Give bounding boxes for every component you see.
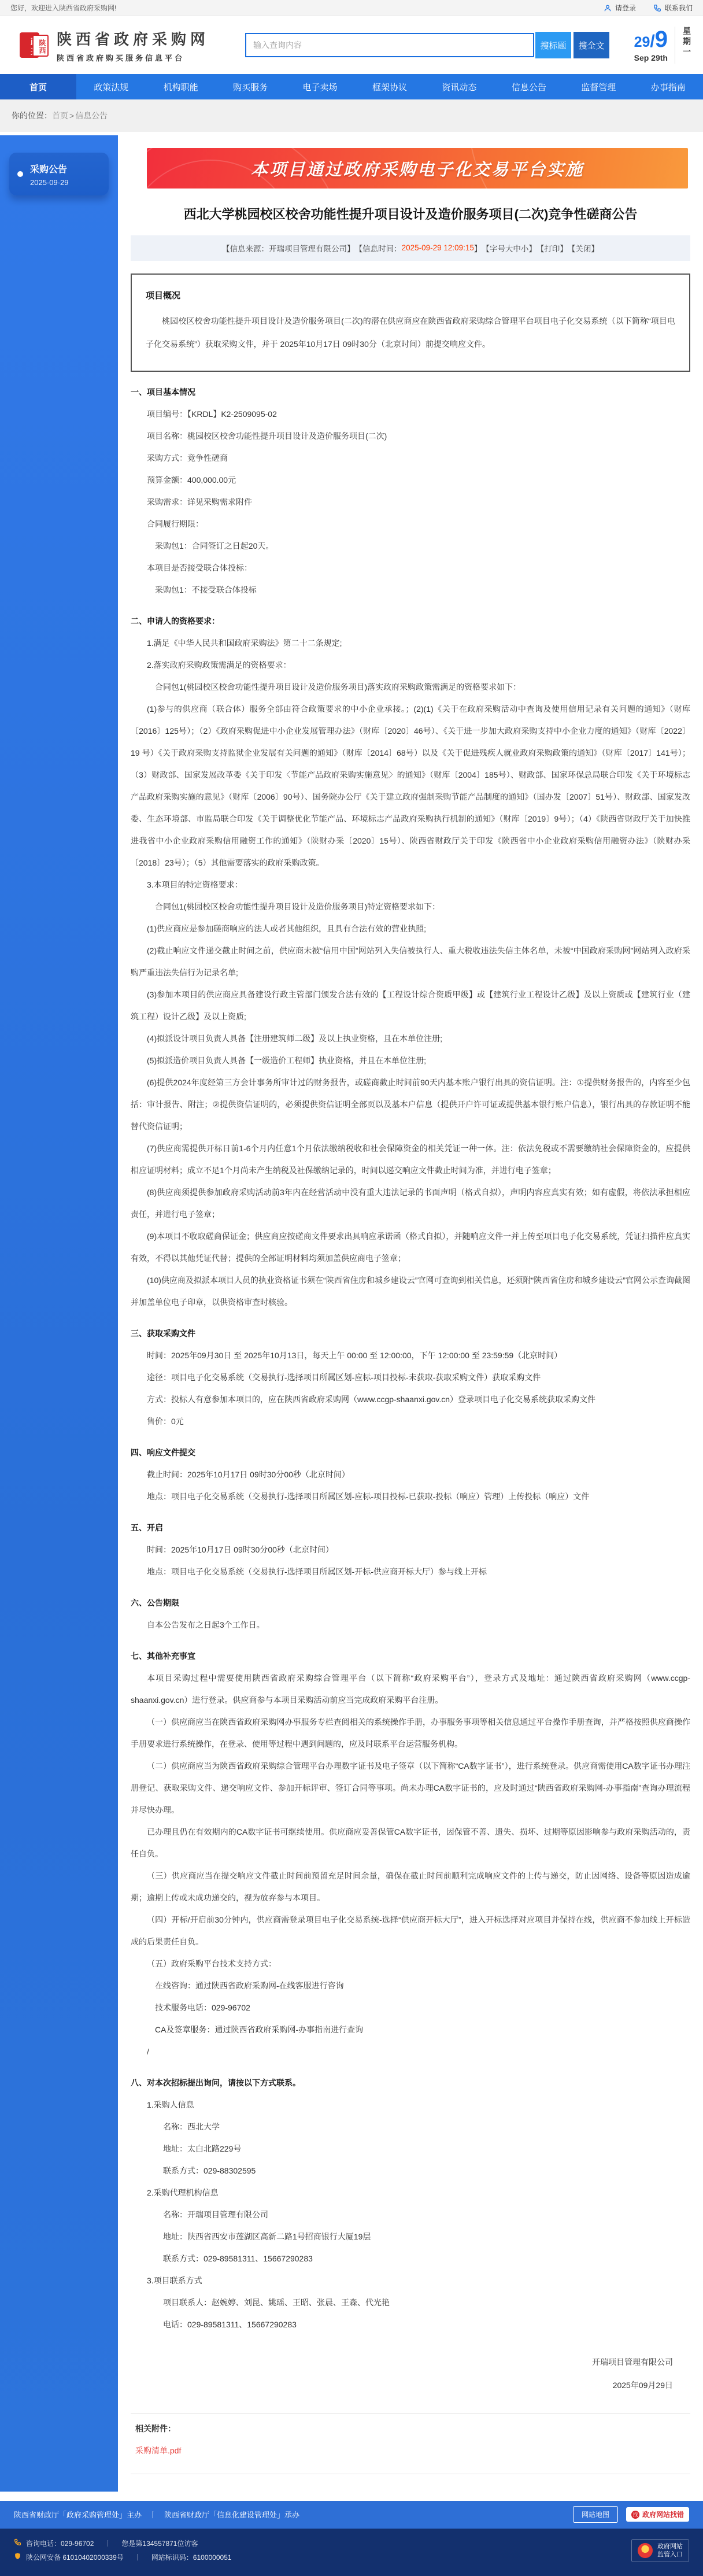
article-paragraph: 四、响应文件提交 (131, 1447, 195, 1457)
article-paragraph: 二、申请人的资格要求： (131, 616, 220, 626)
footer-host-text: 陕西省财政厅「政府采购管理处」主办 丨 陕西省财政厅「信息化建设管理处」承办 (14, 2511, 300, 2520)
article-paragraph: 八、对本次招标提出询问，请按以下方式联系。 (131, 2078, 301, 2087)
page-title: 西北大学桃园校区校舍功能性提升项目设计及造价服务项目(二次)竞争性磋商公告 (183, 207, 638, 221)
article-paragraph: （四）开标/开启前30分钟内，供应商需登录项目电子化交易系统-选择“供应商开标大厅”，进入开标选择对应项目并保持在线，供应商不参加线上开标造成的后果责任自负。 (131, 1915, 690, 1946)
article-paragraph: (5)拟派造价项目负责人具备【一级造价工程师】执业资格，并且在本单位注册; (147, 1055, 426, 1065)
article-paragraph: (9)本项目不收取磋商保证金；供应商应按磋商文件要求出具响应承诺函（格式自拟），并随响应文件一并上传至项目电子化交易系统，凭证扫描件应真实有效，不得以其他凭证代替；提供的全部证明材料均须加盖供应商电子签章； (131, 1231, 690, 1263)
article-paragraph: 1.满足《中华人民共和国政府采购法》第二十二条规定; (147, 638, 342, 648)
article-paragraph: (2)截止响应文件递交截止时间之前，供应商未被“信用中国”网站列入失信被执行人、重大税收违法失信主体名单，未被“中国政府采购网”网站列入政府采购严重违法失信行为记录名单; (131, 945, 690, 977)
sitemap-button[interactable]: 网站地图 (573, 2506, 618, 2523)
nav-item-home[interactable]: 首页 (0, 74, 76, 99)
project-overview-box (131, 274, 690, 372)
article-paragraph: 途径：项目电子化交易系统（交易执行-选择项目所属区划-应标-项目投标-未获取-获取采购文件）获取采购文件 (147, 1372, 541, 1382)
font-size-small[interactable]: 小 (520, 244, 529, 253)
attachments-label: 相关附件： (135, 2423, 176, 2433)
article-paragraph: 名称：开瑞项目管理有限公司 (163, 2209, 268, 2219)
overview-heading: 项目概况 (146, 290, 181, 301)
nav-item-e-mall[interactable]: 电子卖场 (302, 82, 338, 93)
article-paragraph: 采购包1：合同签订之日起20天。 (155, 541, 274, 550)
article-paragraph: 采购包1：不接受联合体投标 (155, 585, 257, 594)
article-paragraph: 名称：西北大学 (163, 2122, 220, 2131)
breadcrumb: 你的位置： 首页 > 信息公告 (0, 99, 703, 132)
close-button[interactable]: 【关闭】 (567, 244, 599, 253)
site-subtitle: 陕西省政府购买服务信息平台 (57, 53, 185, 62)
article-paragraph: 项目编号：【KRDL】K2-2509095-02 (147, 409, 277, 419)
footer-phone-icon (14, 2537, 21, 2551)
visitor-counter: 您是第134557871位访客 (121, 2539, 198, 2548)
top-utility-bar (0, 0, 703, 16)
signature-date: 2025年09月29日 (612, 2380, 673, 2390)
font-size-medium[interactable]: 中 (513, 244, 521, 253)
article-paragraph: 采购需求：详见采购需求附件 (147, 497, 252, 507)
article-paragraph: 3.本项目的特定资格要求： (147, 879, 243, 889)
left-sidebar (0, 135, 118, 2492)
security-shield-icon (14, 2551, 21, 2564)
article-paragraph: CA及签章服务：通过陕西省政府采购网-办事指南进行查询 (155, 2024, 364, 2034)
article-paragraph: 售价：0元 (147, 1416, 184, 1426)
info-source: 【信息来源：开瑞项目管理有限公司】 (222, 244, 355, 253)
nav-item-supervision[interactable]: 监督管理 (581, 82, 616, 93)
article-paragraph: 本项目是否接受联合体投标： (147, 563, 252, 572)
article-paragraph: 合同包1(桃园校区校舍功能性提升项目设计及造价服务项目)特定资格要求如下： (155, 901, 441, 911)
article-paragraph: (10)供应商及拟派本项目人员的执业资格证书须在“陕西省住房和城乡建设云”官网可查询到相关信息，还须附“陕西省住房和城乡建设云”官网公示查询截图并加盖单位电子印章，以供资格审查时核验。 (131, 1275, 690, 1307)
article-paragraph: 项目联系人：赵婉婷、刘昆、姚瑶、王昭、张晨、王森、代光艳 (163, 2297, 390, 2307)
phone-icon (653, 4, 661, 12)
site-logo (20, 28, 209, 63)
info-time: 2025-09-29 12:09:15 (401, 243, 474, 253)
main-content (118, 135, 703, 2492)
footer-bottom-bar: 咨询电话：029-96702 丨 您是第134557871位访客 陕公网安备 61010402000339号 丨 网站标识码：6100000051 政府网站 监管入口 (0, 2529, 703, 2576)
article-body (131, 381, 690, 2335)
article-paragraph: 项目名称：桃园校区校舍功能性提升项目设计及造价服务项目(二次) (147, 431, 387, 441)
main-nav (0, 74, 703, 99)
welcome-text: 您好，欢迎进入陕西省政府采购网! (10, 4, 117, 12)
article-paragraph: 联系方式：029-88302595 (163, 2165, 256, 2175)
article-paragraph: 技术服务电话：029-96702 (155, 2002, 250, 2012)
date-widget: 29/9 Sep 29th 星期一 (634, 27, 691, 62)
article-paragraph: (3)参加本项目的供应商应具备建设行政主管部门颁发合法有效的【工程设计综合资质甲级】或【建筑行业工程设计乙级】及以上资质或【建筑行业（建筑工程）设计乙级】及以上资质; (131, 989, 690, 1021)
error-report-icon: 找 (631, 2511, 639, 2519)
article-paragraph: （五）政府采购平台技术支持方式： (147, 1958, 276, 1968)
attachment-link-pdf[interactable]: 采购清单.pdf (135, 2445, 182, 2455)
attachments-panel (131, 2413, 690, 2474)
user-icon (604, 4, 612, 12)
article-paragraph: 地点：项目电子化交易系统（交易执行-选择项目所属区划-开标-供应商开标大厅）参与线上开标 (147, 1566, 487, 1576)
article-paragraph: 2.落实政府采购政策需满足的资格要求： (147, 660, 291, 670)
article-paragraph: 七、其他补充事宜 (131, 1651, 195, 1661)
font-size-large[interactable]: 大 (505, 244, 513, 253)
article-paragraph: 截止时间：2025年10月17日 09时30分00秒（北京时间） (147, 1469, 350, 1479)
gov-site-error-report-badge[interactable]: 找 政府网站找错 (626, 2507, 689, 2522)
site-title: 陕西省政府采购网 (57, 30, 210, 48)
article-paragraph: 一、项目基本情况 (131, 387, 195, 397)
article-paragraph: 已办理且仍在有效期内的CA数字证书可继续使用。供应商应妥善保管CA数字证书，因保管不善、遗失、损坏、过期等原因影响参与政府采购活动的，责任自负。 (131, 1827, 690, 1858)
search-input[interactable] (245, 33, 534, 57)
article-paragraph: 2.采购代理机构信息 (147, 2187, 219, 2197)
login-link[interactable]: 请登录 (604, 3, 636, 13)
bullet-dot-icon (17, 171, 23, 177)
search-title-button[interactable]: 搜标题 (535, 32, 571, 58)
article-paragraph: / (147, 2046, 149, 2056)
search-bar (245, 32, 609, 58)
signature-block (118, 2350, 673, 2397)
article-paragraph: 1.采购人信息 (147, 2100, 194, 2109)
article-paragraph: (1)供应商应是参加磋商响应的法人或者其他组织，且具有合法有效的营业执照; (147, 923, 426, 933)
article-meta-bar: 【信息来源：开瑞项目管理有限公司】 【信息时间： 2025-09-29 12:09:15 】 【字号 大 中 小 】 【打印】 【关闭】 (131, 235, 690, 261)
article-paragraph: 地址：陕西省西安市莲湖区高新二路1号招商银行大厦19层 (163, 2231, 371, 2241)
breadcrumb-current[interactable]: 信息公告 (75, 111, 108, 120)
article-paragraph: 预算金额：400,000.00元 (147, 475, 236, 485)
article-paragraph: （一）供应商应当在陕西省政府采购网办事服务专栏查阅相关的系统操作手册，办事服务事项等相关信息通过平台操作手册查询，并严格按照供应商操作手册要求进行系统操作，在登录、使用等过程中遇到问题的，应及时联系平台运营服务机构。 (131, 1717, 690, 1749)
banner-text: 本项目通过政府采购电子化交易平台实施 (250, 160, 584, 179)
article-paragraph: 电话：029-89581311、15667290283 (163, 2319, 297, 2329)
article-paragraph: 3.项目联系方式 (147, 2275, 202, 2285)
article-paragraph: 自本公告发布之日起3个工作日。 (147, 1620, 265, 1629)
nav-item-news[interactable]: 资讯动态 (442, 82, 477, 93)
nav-item-policies[interactable]: 政策法规 (94, 82, 129, 93)
gov-website-supervision-badge[interactable]: 政府网站 监管入口 (631, 2539, 689, 2562)
article-paragraph: (1)参与的供应商（联合体）服务全部由符合政策要求的中小企业承接。；(2)(1)《关于在政府采购活动中查询及使用信用记录有关问题的通知》（财库〔2016〕125号）；（2）《政府采购促进中小企业发展管理办法》（财库〔2020〕46号）、《关于进一步加大政府采购支持中小企业力度的通知》（财库〔2022〕19 号）《关于政府采购支持监狱企业发展有关问题的通知》（财库〔2014〕68号）以及《关于促进残疾人就业政府采购政策的通知》（财库〔2017〕141号）；（3）财政部、国家发展改革委《关于印发〈节能产品政府采购实施意见〉的通知》（财库〔2004〕185号）、财政部、国家环保总局联合印发《关于环境标志产品政府采购实施的意见》（财库〔2006〕90号）、国务院办公厅《关于建立政府强制采购节能产品制度的通知》（国办发〔2007〕51号）、财政部、国家发改委、生态环境部、市监局联合印发《关于调整优化节能产品、环境标志产品政府采购执行机制的通知》（财库〔2019〕9号）；（4）《陕西省财政厅关于加快推进我省中小企业政府采购信用融资工作的通知》（陕财办采〔2020〕15号）、陕西省财政厅关于印发《陕西省中小企业政府采购信用融资办法》（陕财办采〔2018〕23号）；（5）其他需要落实的政府采购政策。 (131, 704, 690, 867)
article-paragraph: (6)提供2024年度经第三方会计事务所审计过的财务报告，或磋商截止时间前90天内基本账户银行出具的资信证明。注：①提供财务报告的，内容至少包括：审计报告、附注；②提供资信证明的，必须提供资信证明全部页以及基本户信息（提供开户许可证或提供基本银行账户信息），银行出具的存款证明不能替代资信证明； (131, 1077, 690, 1131)
footer-phone: 咨询电话：029-96702 (26, 2539, 94, 2548)
date-english: Sep 29th (634, 53, 668, 62)
nav-item-purchase-service[interactable]: 购买服务 (233, 82, 268, 93)
article-paragraph: （二）供应商应当为陕西省政府采购综合管理平台办理数字证书及电子签章（以下简称“CA数字证书”），进行系统登录。供应商需使用CA数字证书办理注册登记、获取采购文件、递交响应文件、参加开标评审、签订合同等事项。尚未办理CA数字证书的，应及时通过“陕西省政府采购网-办事指南”查询办理流程并尽快办理。 (131, 1761, 690, 1814)
beian-number: 陕公网安备 61010402000339号 (26, 2553, 124, 2562)
article-paragraph: 采购方式：竞争性磋商 (147, 453, 228, 463)
sidebar-item-date: 2025-09-29 (30, 178, 69, 187)
national-emblem-icon (638, 2543, 653, 2558)
nav-item-guide[interactable]: 办事指南 (650, 82, 686, 93)
article-paragraph: (8)供应商须提供参加政府采购活动前3年内在经营活动中没有重大违法记录的书面声明（格式自拟），声明内容应真实有效；如有虚假，将依法承担相应责任，并进行电子签章； (131, 1187, 690, 1219)
article-paragraph: 本项目采购过程中需要使用陕西省政府采购综合管理平台（以下简称“政府采购平台”），登录方式及地址：通过陕西省政府采购网（www.ccgp-shaanxi.gov.cn）进行登录。供应商参与本项目采购活动前应当完成政府采购平台注册。 (131, 1673, 690, 1705)
article-paragraph: 时间：2025年09月30日 至 2025年10月13日，每天上午 00:00 至 12:00:00，下午 12:00:00 至 23:59:59（北京时间） (147, 1350, 563, 1360)
article-paragraph: 时间：2025年10月17日 09时30分00秒（北京时间） (147, 1544, 334, 1554)
article-paragraph: 联系方式：029-89581311、15667290283 (163, 2253, 313, 2263)
search-fulltext-button[interactable]: 搜全文 (574, 32, 609, 58)
contact-us-link[interactable]: 联系我们 (653, 3, 693, 13)
site-header (0, 16, 703, 74)
article-paragraph: 五、开启 (131, 1522, 163, 1532)
print-button[interactable]: 【打印】 (536, 244, 568, 253)
breadcrumb-home[interactable]: 首页 (52, 111, 68, 120)
article-paragraph: 方式：投标人有意参加本项目的，应在陕西省政府采购网（www.ccgp-shaanxi.gov.cn）登录项目电子化交易系统获取采购文件 (147, 1394, 596, 1404)
article-paragraph: 六、公告期限 (131, 1598, 179, 1607)
article-paragraph: 合同履行期限： (147, 519, 204, 528)
article-paragraph: 在线咨询：通过陕西省政府采购网-在线客服进行咨询 (155, 1980, 344, 1990)
nav-item-announcements[interactable]: 信息公告 (511, 82, 546, 93)
article-paragraph: 合同包1(桃园校区校舍功能性提升项目设计及造价服务项目)落实政府采购政策需满足的资格要求如下： (155, 682, 521, 692)
article-paragraph: (7)供应商需提供开标日前1-6个月内任意1个月依法缴纳税收和社会保障资金的相关凭证一种一体。注：依法免税或不需要缴纳社会保障资金的，应提供相应证明材料；成立不足1个月尚未产生纳税及社保缴纳记录的，时间以递交响应文件截止时间为准，并进行电子签章； (131, 1143, 690, 1175)
signature-company: 开瑞项目管理有限公司 (592, 2357, 673, 2367)
article-paragraph: (4)拟派设计项目负责人具备【注册建筑师二级】及以上执业资格，且在本单位注册; (147, 1033, 442, 1043)
nav-item-framework[interactable]: 框架协议 (372, 82, 407, 93)
article-paragraph: 地点：项目电子化交易系统（交易执行-选择项目所属区划-应标-项目投标-已获取-投标（响应）管理）上传投标（响应）文件 (147, 1491, 590, 1501)
nav-item-functions[interactable]: 机构职能 (163, 82, 198, 93)
sidebar-item-procurement-announcement[interactable]: 采购公告 2025-09-29 (9, 153, 109, 195)
overview-body: 桃园校区校舍功能性提升项目设计及造价服务项目(二次)的潜在供应商应在陕西省政府采购综合管理平台项目电子化交易系统（以下简称“项目电子化交易系统”）获取采购文件，并于 2025年10月17日 09时30分（北京时间）前提交响应文件。 (146, 316, 675, 349)
article-paragraph: 三、获取采购文件 (131, 1328, 195, 1338)
article-paragraph: 地址：太白北路229号 (163, 2143, 242, 2153)
logo-seal-icon: 陕西 (20, 31, 50, 59)
footer-top-bar (0, 2501, 703, 2529)
platform-banner (147, 148, 688, 189)
weekday-label: 星期一 (675, 27, 693, 64)
article-paragraph: （三）供应商应当在提交响应文件截止时间前预留充足时间余量，确保在截止时间前顺利完成响应文件的上传与递交，防止因网络、设备等原因造成逾期；逾期上传或未成功递交的，视为放弃参与本项目。 (131, 1871, 690, 1902)
site-code: 网站标识码：6100000051 (151, 2553, 232, 2562)
